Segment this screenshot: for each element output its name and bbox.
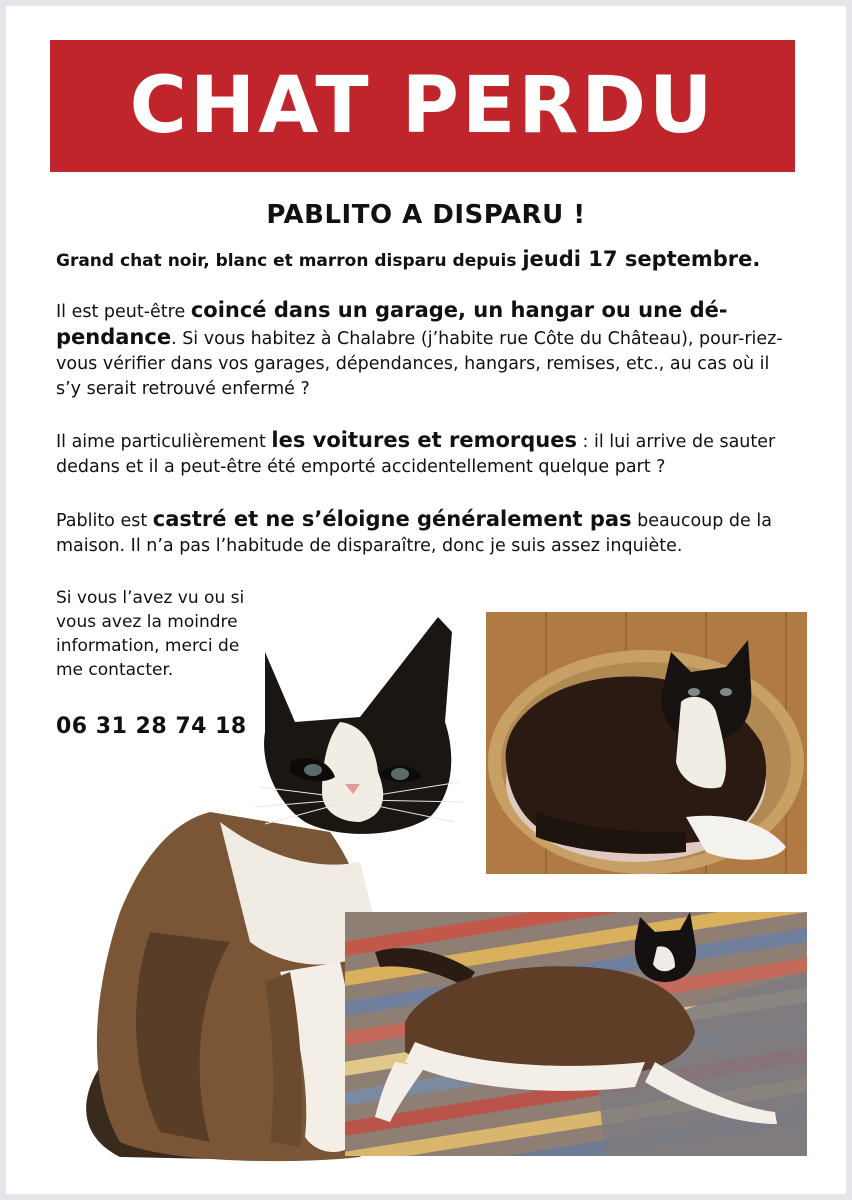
title-banner xyxy=(50,40,795,172)
paragraph-behavior xyxy=(56,507,796,559)
cat-photo-basket xyxy=(486,612,807,874)
lead-date: jeudi 17 septembre. xyxy=(522,247,761,271)
subtitle: PABLITO A DISPARU ! xyxy=(266,200,586,230)
paragraph-vehicles xyxy=(56,428,796,480)
cat-photo-rug xyxy=(345,912,807,1156)
p3-after: beaucoup de la maison. Il n’a pas l’habitude de disparaître, donc je suis assez inquiète. xyxy=(56,511,772,556)
phone-number[interactable]: 06 31 28 74 18 xyxy=(56,714,247,739)
paragraph-location xyxy=(56,298,796,402)
p3-before: Pablito est xyxy=(56,511,153,531)
lead-text: Grand chat noir, blanc et marron disparu depuis xyxy=(56,251,523,271)
p1-before: Il est peut-être xyxy=(56,302,191,322)
p2-after: : il lui arrive de sauter dedans et il a peut-être été emporté accidentellement quelque part ? xyxy=(56,432,776,477)
p1-after: . Si vous habitez à Chalabre (j’habite rue Côte du Château), pour-riez-vous vérifier dans vos garages, dépendances, hangars, remises, etc., au cas où il s’y serait retrouvé enfermé ? xyxy=(56,329,783,399)
p2-before: Il aime particulièrement xyxy=(56,432,272,452)
contact-message: Si vous l’avez vu ou si vous avez la moindre information, merci de me contacter. xyxy=(56,588,245,680)
banner-title: CHAT PERDU xyxy=(129,61,716,151)
p3-highlight: castré et ne s’éloigne généralement pas xyxy=(152,507,632,531)
p2-highlight: les voitures et remorques xyxy=(271,428,577,452)
p1-highlight: coincé dans un garage, un hangar ou une dé-pendance xyxy=(56,298,728,349)
lead-line xyxy=(56,247,796,271)
